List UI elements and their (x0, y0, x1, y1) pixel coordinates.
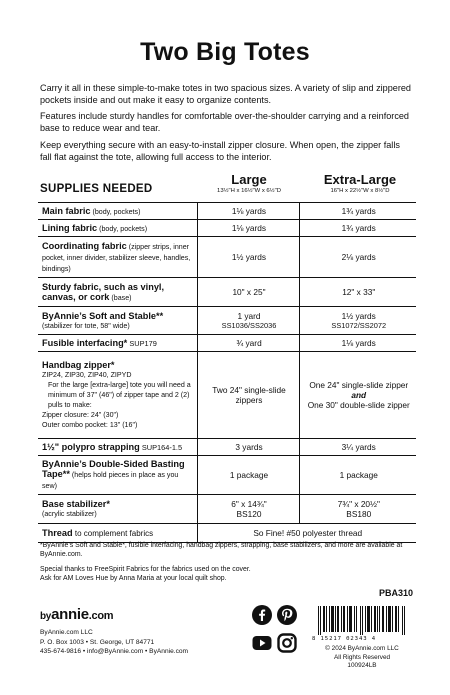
xl-qty-cell (299, 495, 416, 524)
publisher-contact: 435-674-9816 • info@ByAnnie.com • ByAnnie.com (40, 648, 189, 655)
supply-note: to complement fabrics (72, 528, 154, 538)
supply-name: Main fabric (42, 205, 91, 216)
byannie-logo (40, 606, 113, 623)
product-code: PBA310 (378, 588, 413, 598)
outer-pocket-length: Outer combo pocket: 13" (16") (42, 421, 138, 429)
zipper-closure-length: Zipper closure: 24" (30") (42, 411, 119, 419)
table-row (38, 439, 416, 456)
publisher-name: ByAnnie.com LLC (40, 629, 93, 636)
supply-note: (acrylic stabilizer) (42, 510, 97, 518)
supply-name-cell (38, 278, 197, 307)
supply-note: (zipper strips, inner pocket, inner divider, stabilizer sleeve, handles, bindings) (42, 242, 191, 273)
supply-name: Sturdy fabric, such as vinyl, canvas, or cork (42, 281, 165, 302)
logo-com: .com (88, 610, 114, 622)
large-qty: Two 24" single-slide zippers (197, 352, 299, 439)
supply-note: (body, pockets) (97, 224, 148, 233)
large-qty: 10" x 25" (197, 278, 299, 307)
size-dims-xl: 16"H x 22½"W x 8½"D (330, 188, 390, 194)
supplies-table (38, 202, 416, 543)
large-qty: 1 package (197, 456, 299, 495)
size-dims-large: 13½"H x 16½"W x 6½"D (217, 188, 281, 194)
zipper-instructions: For the large [extra-large] tote you will need a minimum of 37" (46") of zipper tape and 2 (2) pulls to make: (48, 381, 191, 409)
xl-product-code: BS180 (346, 509, 372, 519)
supply-note: (helps hold pieces in place as you sew) (42, 471, 179, 490)
barcode (318, 606, 406, 635)
supply-name: Coordinating fabric (42, 240, 127, 251)
large-qty: 6" x 14¾" (231, 499, 267, 509)
supply-name-cell (38, 220, 197, 237)
thanks-line-2: Ask for AM Loves Hue by Anna Maria at your local quilt shop. (40, 575, 227, 582)
table-row (38, 335, 416, 352)
thanks-note (40, 565, 416, 583)
table-row (38, 307, 416, 335)
size-label-large: Large (231, 172, 267, 187)
xl-qty: 1½ yards (341, 310, 376, 321)
xl-qty-cell (299, 352, 416, 439)
supply-name: 1½" polypro strapping (42, 441, 140, 452)
table-row (38, 495, 416, 524)
large-qty: 1½ yards (197, 237, 299, 278)
large-product-code: BS120 (236, 509, 262, 519)
supply-name-cell (38, 439, 197, 456)
supply-name: ByAnnie’s Soft and Stable** (42, 310, 164, 321)
large-qty: 1⅛ yards (197, 203, 299, 220)
supply-name: Lining fabric (42, 222, 98, 233)
logo-annie: annie (51, 606, 89, 623)
footnote: *ByAnnie’s Soft and Stable*, fusible interfacing, handbag zippers, strapping, base stabilizers, and more are available at ByAnnie.com. (40, 542, 403, 558)
table-row (38, 237, 416, 278)
xl-qty: 12" x 33" (299, 278, 416, 307)
logo-by: by (40, 611, 52, 622)
xl-zipper-b: One 30" double-slide zipper (307, 400, 410, 410)
intro-paragraph-3: Keep everything secure with an easy-to-install zipper closure. When open, the zipper falls fall flat against the tote, allowing full access to the interior. (40, 140, 400, 162)
size-label-xl: Extra-Large (323, 172, 397, 187)
instagram-icon[interactable] (277, 633, 297, 653)
xl-qty: 7¾" x 20½" (337, 499, 380, 509)
publisher-address: P. O. Box 1003 • St. George, UT 84771 (40, 638, 155, 646)
xl-qty: 1⅛ yards (299, 335, 416, 352)
thanks-line-1: Special thanks to FreeSpirit Fabrics for the fabrics used on the cover. (40, 566, 251, 573)
supply-name-cell (38, 335, 197, 352)
large-qty-cell (197, 495, 299, 524)
xl-product-code: SS1072/SS2072 (331, 320, 387, 330)
large-product-code: SS1036/SS2036 (221, 320, 277, 330)
supply-note: (base) (109, 293, 132, 302)
supply-name-cell (38, 203, 197, 220)
rights-line: All Rights Reserved (333, 653, 391, 661)
supply-code: SUP179 (127, 338, 157, 348)
intro-paragraph-2: Features include sturdy handles for comfortable over-the-shoulder carrying and a reinforced base to reduce wear and tear. (40, 111, 409, 133)
pinterest-icon[interactable] (277, 605, 297, 625)
print-code: 100924LB (347, 662, 377, 669)
supply-name: Base stabilizer* (42, 499, 110, 509)
supply-name-cell (38, 495, 197, 524)
youtube-icon[interactable] (252, 633, 272, 653)
supply-note: (body, pockets) (90, 207, 141, 216)
supply-name: Handbag zipper* (42, 360, 115, 370)
table-row (38, 203, 416, 220)
large-qty: 1 yard (237, 310, 261, 321)
table-row (38, 524, 416, 543)
supply-codes: ZIP24, ZIP30, ZIP40, ZIPYD (42, 371, 132, 379)
large-qty: 1⅛ yards (197, 220, 299, 237)
table-row (38, 456, 416, 495)
xl-qty: 1¾ yards (299, 203, 416, 220)
xl-qty: 3¼ yards (299, 439, 416, 456)
xl-qty: 1¾ yards (299, 220, 416, 237)
large-qty: 3 yards (197, 439, 299, 456)
table-row (38, 352, 416, 439)
xl-zipper-a: One 24" single-slide zipper (309, 380, 409, 390)
size-header-large (198, 172, 300, 196)
barcode-number: 8 15217 02343 4 (312, 636, 377, 642)
supplies-heading: SUPPLIES NEEDED (40, 183, 153, 195)
size-header-xl (304, 172, 416, 196)
large-qty: ¾ yard (197, 335, 299, 352)
supply-note: (stabilizer for tote, 58" wide) (42, 321, 130, 330)
supply-name-cell (38, 237, 197, 278)
copyright (316, 645, 408, 671)
large-qty-cell (197, 307, 299, 335)
intro-paragraph-1: Carry it all in these simple-to-make totes in two spacious sizes. A variety of slip and zippered pockets inside and out make it easy to organize contents. (40, 83, 411, 105)
supply-name-cell (38, 352, 197, 439)
xl-qty-cell (299, 307, 416, 335)
facebook-icon[interactable] (252, 605, 272, 625)
supply-name-cell (38, 524, 197, 543)
page-title: Two Big Totes (140, 38, 310, 66)
table-row (38, 220, 416, 237)
supply-name: Thread (42, 527, 73, 538)
supply-name-cell (38, 307, 197, 335)
xl-qty: 1 package (299, 456, 416, 495)
supply-name: Fusible interfacing* (42, 337, 128, 348)
table-row (38, 278, 416, 307)
copyright-line: © 2024 ByAnnie.com LLC (325, 645, 399, 652)
thread-qty: So Fine! #50 polyester thread (197, 524, 416, 543)
xl-zipper-and: and (351, 390, 367, 400)
xl-qty: 2⅛ yards (299, 237, 416, 278)
supply-name-cell (38, 456, 197, 495)
supply-name: ByAnnie’s Double-Sided Basting Tape** (42, 459, 185, 479)
supply-code: SUP164-1.5 (139, 442, 183, 452)
publisher-info (40, 628, 188, 657)
